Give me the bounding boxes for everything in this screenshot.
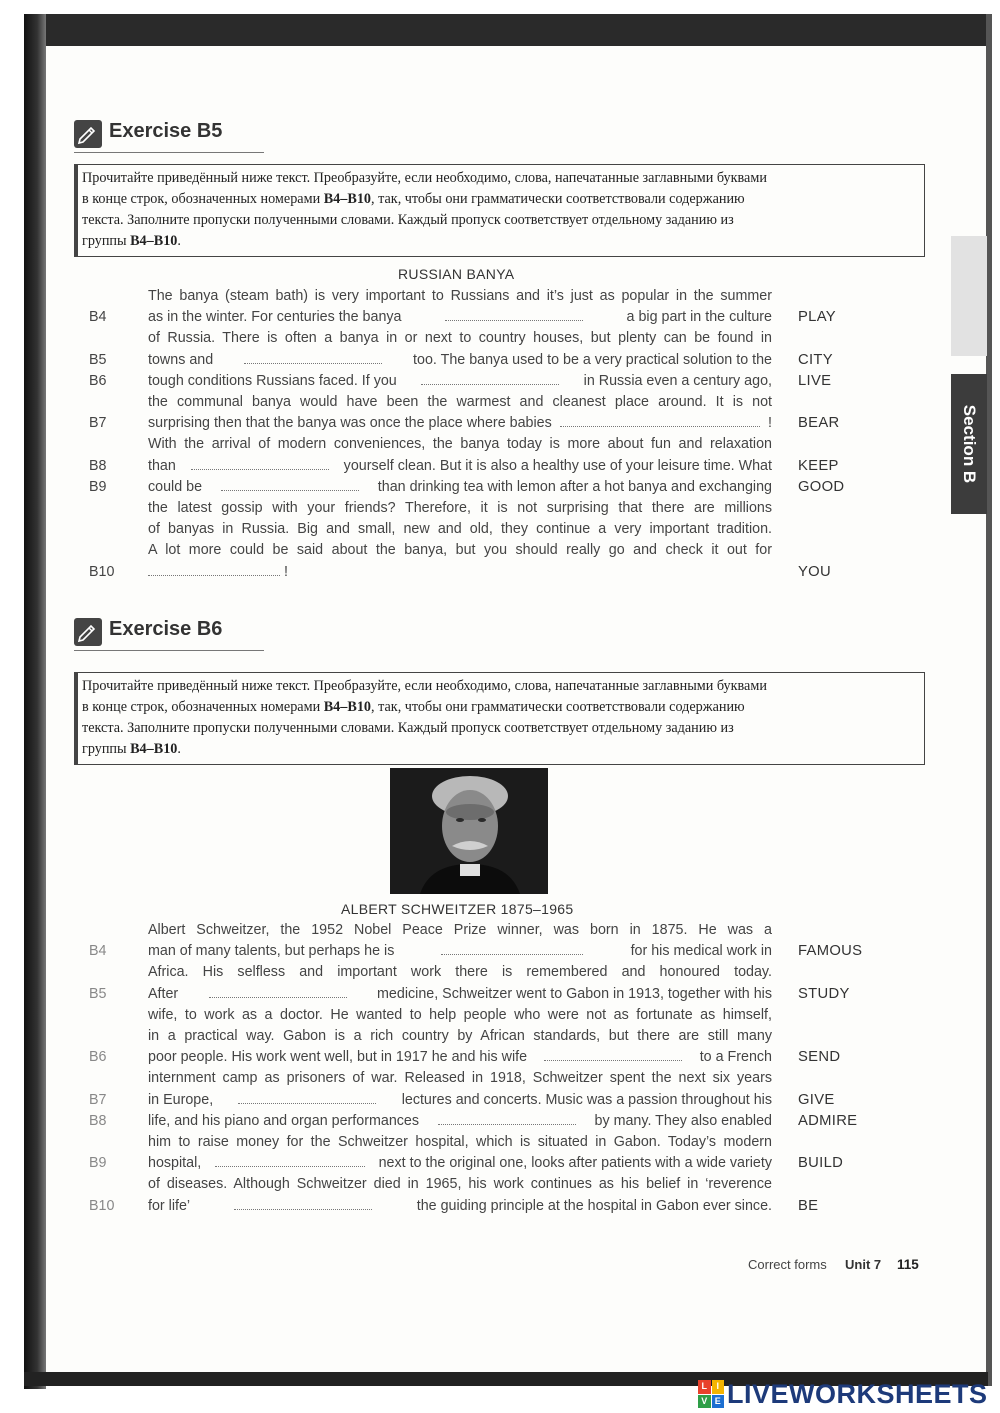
keyword: YOU bbox=[798, 563, 831, 580]
text-line-with-gap bbox=[148, 1092, 772, 1108]
text-after-gap: too. The banya used to be a very practical solution to the bbox=[413, 351, 773, 368]
text-line-with-gap bbox=[148, 986, 772, 1002]
answer-gap[interactable] bbox=[191, 458, 329, 470]
text-before-gap: in Europe, bbox=[148, 1091, 214, 1108]
exercise-b5-header bbox=[74, 118, 264, 153]
text-line: of diseases. Although Schweitzer died in 1965, his work continues as his belief in ‘reverence bbox=[148, 1176, 772, 1193]
text-after-gap: in Russia even a century ago, bbox=[583, 372, 772, 389]
text-line-with-gap bbox=[148, 1113, 772, 1129]
text-title-russian-banya: RUSSIAN BANYA bbox=[398, 266, 515, 282]
text-after-gap: ! bbox=[284, 563, 288, 580]
text-after-gap: to a French bbox=[699, 1049, 773, 1066]
schweitzer-portrait-photo bbox=[390, 768, 548, 894]
keyword: CITY bbox=[798, 351, 833, 368]
keyword: PLAY bbox=[798, 309, 836, 326]
answer-gap[interactable] bbox=[560, 415, 760, 427]
text-line-with-gap bbox=[148, 309, 772, 325]
text-after-gap: medicine, Schweitzer went to Gabon in 1913, together with his bbox=[377, 985, 772, 1002]
text-after-gap: than drinking tea with lemon after a hot banya and exchanging bbox=[377, 478, 773, 495]
keyword: FAMOUS bbox=[798, 943, 863, 960]
item-number: B6 bbox=[89, 372, 107, 389]
text-line-with-gap bbox=[148, 373, 772, 389]
exercise-b5-title: Exercise B5 bbox=[109, 120, 223, 142]
exercise-b6-header bbox=[74, 616, 264, 651]
answer-gap[interactable] bbox=[445, 309, 583, 321]
text-after-gap: by many. They also enabled bbox=[594, 1112, 772, 1129]
item-number: B8 bbox=[89, 1112, 107, 1129]
item-number: B4 bbox=[89, 943, 107, 960]
item-number: B10 bbox=[89, 1197, 115, 1214]
answer-gap[interactable] bbox=[215, 1155, 365, 1167]
text-line: Africa. His selfless and important work there is remembered and honoured today. bbox=[148, 964, 772, 981]
text-line-with-gap bbox=[148, 352, 772, 368]
keyword: ADMIRE bbox=[798, 1112, 858, 1129]
keyword: SEND bbox=[798, 1049, 841, 1066]
text-line: With the arrival of modern conveniences, the banya today is more about fun and relaxation bbox=[148, 436, 772, 453]
text-line: Albert Schweitzer, the 1952 Nobel Peace Prize winner, was born in 1875. He was a bbox=[148, 922, 772, 938]
item-number: B9 bbox=[89, 478, 107, 495]
text-line: of Russia. There is often a banya in or next to country houses, but plenty can be found in bbox=[148, 330, 772, 347]
section-tab-label: Section B bbox=[960, 404, 979, 484]
text-after-gap: the guiding principle at the hospital in Gabon ever since. bbox=[416, 1197, 772, 1214]
text-after-gap: lectures and concerts. Music was a passion throughout his bbox=[401, 1091, 773, 1108]
text-line: the communal banya would have been the warmest and cleanest place around. It is not bbox=[148, 394, 772, 410]
answer-gap[interactable] bbox=[544, 1049, 682, 1061]
pencil-icon bbox=[74, 618, 102, 646]
keyword: KEEP bbox=[798, 457, 839, 474]
item-number: B5 bbox=[89, 985, 107, 1002]
text-title-albert-schweitzer: ALBERT SCHWEITZER 1875–1965 bbox=[341, 901, 574, 917]
liveworksheets-mark-icon: L I V E bbox=[698, 1380, 724, 1408]
text-line-with-gap bbox=[148, 479, 772, 495]
liveworksheets-logo bbox=[698, 1378, 988, 1410]
text-after-gap: yourself clean. But it is also a healthy use of your leisure time. What bbox=[343, 457, 772, 474]
answer-gap[interactable] bbox=[234, 1198, 372, 1210]
text-before-gap: could be bbox=[148, 478, 203, 495]
text-before-gap: After bbox=[148, 985, 179, 1002]
text-line: him to raise money for the Schweitzer hospital, which is situated in Gabon. Today’s modern bbox=[148, 1134, 772, 1150]
keyword: GOOD bbox=[798, 478, 845, 495]
exercise-b6-title: Exercise B6 bbox=[109, 618, 223, 640]
answer-gap[interactable] bbox=[441, 943, 583, 955]
text-before-gap: life, and his piano and organ performances bbox=[148, 1112, 420, 1129]
keyword: GIVE bbox=[798, 1091, 835, 1108]
item-number: B8 bbox=[89, 457, 107, 474]
text-before-gap: as in the winter. For centuries the banya bbox=[148, 309, 402, 326]
text-before-gap: poor people. His work went well, but in 1917 he and his wife bbox=[148, 1049, 528, 1066]
text-line-with-gap bbox=[148, 564, 772, 580]
text-before-gap: hospital, bbox=[148, 1155, 202, 1172]
text-before-gap: tough conditions Russians faced. If you bbox=[148, 372, 397, 389]
page-number: 115 bbox=[897, 1257, 919, 1272]
keyword: BEAR bbox=[798, 415, 840, 432]
text-line: The banya (steam bath) is very important to Russians and it’s just as popular in the summer bbox=[148, 288, 772, 304]
text-line: wife, to work as a doctor. He wanted to help people who were not as fortunate as himself, bbox=[148, 1006, 772, 1023]
exercise-b6-instructions: Прочитайте приведённый ниже текст. Преобразуйте, если необходимо, слова, напечатанные заглавными буквами в конце строк, обозначенных номерами B4–B10, так, чтобы они грамматически соответствовали содержанию текста. Заполните пропуски полученными словами. Каждый пропуск соответствует отдельному заданию из группы B4–B10. bbox=[74, 672, 925, 765]
answer-gap[interactable] bbox=[209, 986, 347, 998]
scan-border-left bbox=[24, 14, 46, 1389]
pencil-icon bbox=[74, 120, 102, 148]
text-line: A lot more could be said about the banya, but you should really go and check it out for bbox=[148, 542, 772, 559]
item-number: B4 bbox=[89, 309, 107, 326]
footer-section: Correct forms bbox=[748, 1257, 827, 1272]
text-before-gap: man of many talents, but perhaps he is bbox=[148, 943, 395, 960]
text-line-with-gap bbox=[148, 415, 772, 431]
keyword: BUILD bbox=[798, 1155, 844, 1172]
text-before-gap: towns and bbox=[148, 351, 214, 368]
text-before-gap: than bbox=[148, 457, 176, 474]
text-line: the latest gossip with your friends? Therefore, it is not surprising that there are millions bbox=[148, 500, 772, 516]
item-number: B7 bbox=[89, 1091, 107, 1108]
text-line-with-gap bbox=[148, 1155, 772, 1171]
answer-gap[interactable] bbox=[438, 1113, 576, 1125]
liveworksheets-wordmark: LIVEWORKSHEETS bbox=[727, 1378, 988, 1409]
scan-border-top bbox=[30, 14, 988, 46]
item-number: B6 bbox=[89, 1049, 107, 1066]
exercise-b5-instructions: Прочитайте приведённый ниже текст. Преобразуйте, если необходимо, слова, напечатанные заглавными буквами в конце строк, обозначенных номерами B4–B10, так, чтобы они грамматически соответствовали содержанию текста. Заполните пропуски полученными словами. Каждый пропуск соответствует отдельному заданию из группы B4–B10. bbox=[74, 164, 925, 257]
keyword: LIVE bbox=[798, 372, 832, 389]
side-tab-shadow bbox=[951, 236, 987, 356]
keyword: STUDY bbox=[798, 985, 850, 1002]
text-line-with-gap bbox=[148, 943, 772, 959]
answer-gap[interactable] bbox=[238, 1092, 376, 1104]
answer-gap[interactable] bbox=[148, 564, 280, 576]
answer-gap[interactable] bbox=[244, 352, 382, 364]
item-number: B7 bbox=[89, 415, 107, 432]
text-after-gap: for his medical work in bbox=[630, 943, 772, 960]
answer-gap[interactable] bbox=[221, 479, 359, 491]
text-line-with-gap bbox=[148, 1049, 772, 1065]
scan-border-right bbox=[986, 14, 992, 1386]
text-line-with-gap bbox=[148, 1198, 772, 1214]
item-number: B9 bbox=[89, 1155, 107, 1172]
keyword: BE bbox=[798, 1197, 819, 1214]
text-line: internment camp as prisoners of war. Released in 1918, Schweitzer spent the next six years bbox=[148, 1070, 772, 1087]
text-line: in a practical way. Gabon is a rich country by African standards, but there are still many bbox=[148, 1028, 772, 1044]
text-after-gap: ! bbox=[768, 415, 773, 432]
text-before-gap: for life’ bbox=[148, 1197, 191, 1214]
text-line-with-gap bbox=[148, 458, 772, 474]
item-number: B10 bbox=[89, 563, 115, 580]
answer-gap[interactable] bbox=[421, 373, 559, 385]
text-after-gap: next to the original one, looks after patients with a wide variety bbox=[378, 1155, 772, 1172]
text-line: of banyas in Russia. Big and small, new and old, they continue a very important tradition. bbox=[148, 521, 772, 538]
item-number: B5 bbox=[89, 351, 107, 368]
text-after-gap: a big part in the culture bbox=[626, 309, 772, 326]
footer-unit: Unit 7 bbox=[845, 1257, 882, 1272]
text-before-gap: surprising then that the banya was once the place where babies bbox=[148, 415, 552, 432]
section-tab bbox=[951, 374, 987, 514]
